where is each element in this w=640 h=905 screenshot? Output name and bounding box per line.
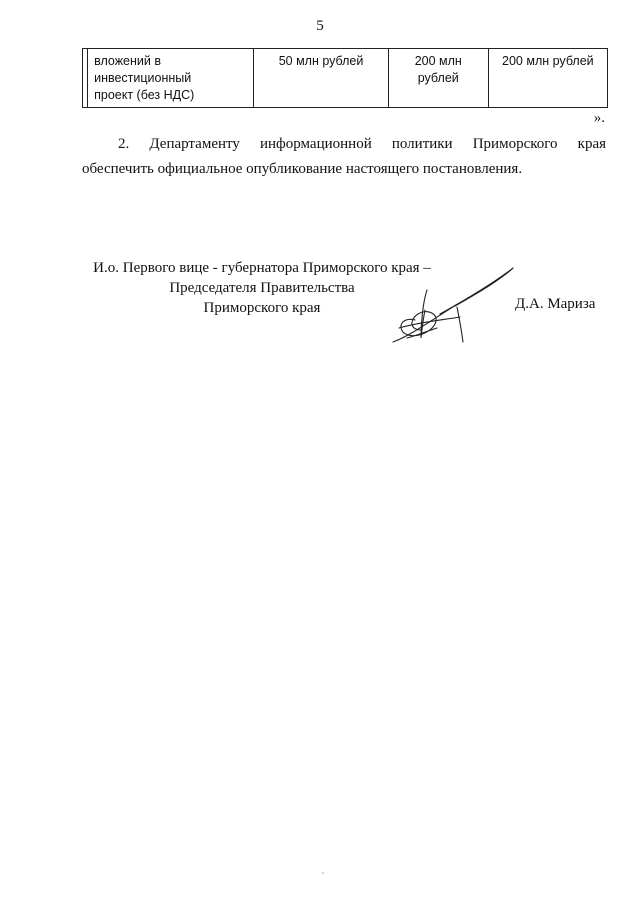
table-cell-value-3: 200 млн рублей (488, 49, 607, 108)
table-cell-indicator (88, 49, 254, 108)
indicator-line: проект (без НДС) (94, 88, 195, 102)
value-2-line: 200 млн (414, 54, 462, 68)
paragraph-line-2: обеспечить официальное опубликование настоящего постановления. (82, 161, 523, 177)
continuation-table (82, 48, 608, 108)
table-cell-value-2 (388, 49, 488, 108)
closing-quote: ». (593, 110, 605, 126)
table-row (83, 49, 608, 108)
indicator-line: вложений в (94, 54, 161, 68)
scan-dot (322, 872, 324, 874)
position-line: Приморского края (203, 300, 321, 316)
handwritten-signature (385, 262, 520, 347)
signatory-name: Д.А. Мариза (515, 296, 596, 312)
position-line: И.о. Первого вице - губернатора Приморского края – (93, 260, 431, 276)
value-2-line: рублей (417, 71, 459, 85)
table-cell-value-1: 50 млн рублей (254, 49, 389, 108)
page-number: 5 (316, 18, 324, 34)
paragraph-line-1: 2. Департаменту информационной политики Приморского края (118, 136, 606, 152)
position-line: Председателя Правительства (169, 280, 355, 296)
indicator-line: инвестиционный (94, 71, 192, 85)
